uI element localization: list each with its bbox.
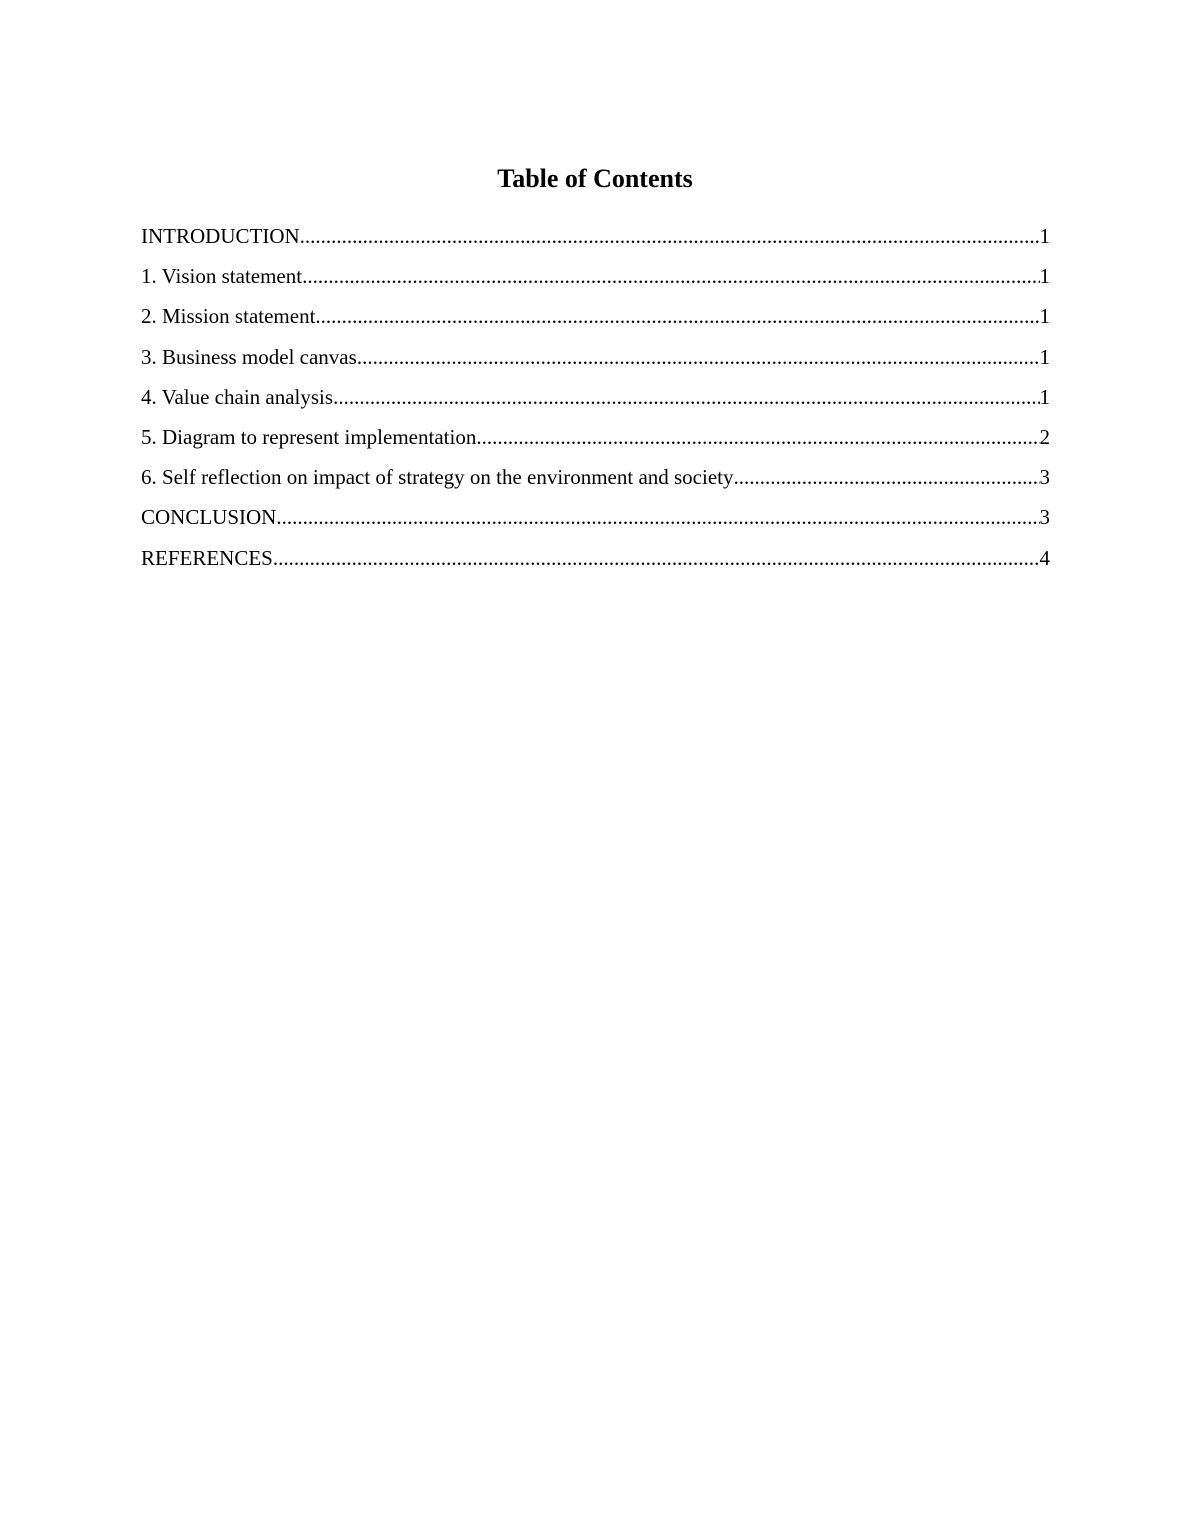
toc-page-number: 1 [1039, 384, 1050, 409]
toc-entry-self-reflection[interactable] [141, 462, 1050, 502]
toc-page-number: 3 [1039, 465, 1050, 490]
toc-entry-label: CONCLUSION [141, 505, 277, 530]
toc-list [141, 221, 1050, 583]
toc-page-number: 1 [1039, 304, 1050, 329]
toc-entry-references[interactable] [141, 543, 1050, 583]
toc-entry-label: 5. Diagram to represent implementation [141, 424, 477, 449]
toc-dot-leader [333, 382, 1039, 412]
toc-page-number: 3 [1039, 505, 1050, 530]
toc-entry-business-model-canvas[interactable] [141, 342, 1050, 382]
toc-page-number: 1 [1039, 224, 1050, 248]
toc-entry-label: INTRODUCTION [141, 224, 300, 248]
toc-dot-leader [734, 462, 1040, 492]
toc-entry-introduction[interactable] [141, 221, 1050, 261]
toc-entry-vision-statement[interactable] [141, 261, 1050, 301]
toc-dot-leader [273, 543, 1040, 573]
toc-entry-label: 1. Vision statement [141, 264, 303, 289]
toc-title: Table of Contents [497, 164, 693, 193]
toc-dot-leader [357, 342, 1040, 372]
toc-dot-leader [302, 261, 1039, 291]
toc-page-number: 4 [1039, 545, 1050, 570]
toc-entry-label: 4. Value chain analysis [141, 384, 334, 409]
toc-entry-label: REFERENCES [141, 545, 273, 570]
toc-page-number: 2 [1039, 424, 1050, 449]
toc-entry-label: 2. Mission statement [141, 304, 316, 329]
toc-entry-diagram-implementation[interactable] [141, 422, 1050, 462]
toc-dot-leader [476, 422, 1039, 452]
toc-entry-mission-statement[interactable] [141, 301, 1050, 341]
toc-dot-leader [300, 221, 1040, 251]
toc-dot-leader [276, 502, 1039, 532]
toc-entry-label: 6. Self reflection on impact of strategy on the environment and society [141, 465, 734, 490]
toc-entry-label: 3. Business model canvas [141, 344, 357, 369]
toc-dot-leader [315, 301, 1039, 331]
toc-page-number: 1 [1039, 344, 1050, 369]
toc-page-number: 1 [1039, 264, 1050, 289]
toc-entry-value-chain-analysis[interactable] [141, 382, 1050, 422]
toc-entry-conclusion[interactable] [141, 502, 1050, 542]
